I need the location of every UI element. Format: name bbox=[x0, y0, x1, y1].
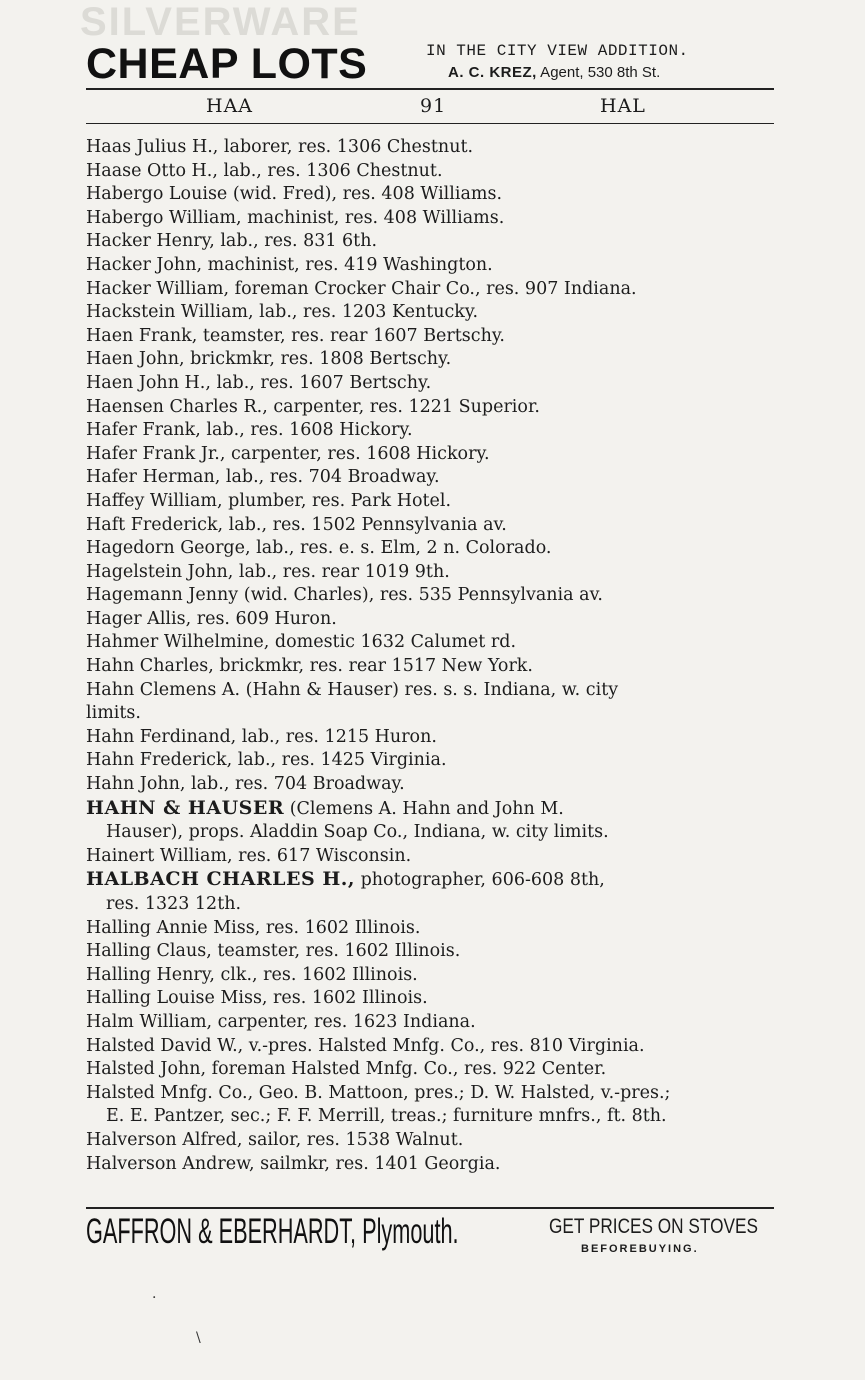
entry-text: Hackstein William, lab., res. 1203 Kentucky. bbox=[86, 302, 479, 323]
entry-text: Haen John H., lab., res. 1607 Bertschy. bbox=[86, 372, 432, 393]
ad-agent-address: Agent, 530 8th St. bbox=[536, 64, 661, 81]
directory-entry bbox=[86, 466, 776, 490]
entry-text: Haensen Charles R., carpenter, res. 1221 Superior. bbox=[86, 396, 540, 417]
entry-text: Halverson Andrew, sailmkr, res. 1401 Georgia. bbox=[86, 1153, 501, 1174]
entry-text: Haen John, brickmkr, res. 1808 Bertschy. bbox=[86, 349, 452, 370]
entry-text: Halverson Alfred, sailor, res. 1538 Walnut. bbox=[86, 1129, 464, 1150]
entry-text: Hacker William, foreman Crocker Chair Co., res. 907 Indiana. bbox=[86, 278, 637, 299]
entry-text: E. E. Pantzer, sec.; F. F. Merrill, treas.; furniture mnfrs., ft. 8th. bbox=[106, 1106, 667, 1127]
directory-entry bbox=[86, 372, 776, 396]
directory-entry bbox=[86, 136, 776, 160]
paper-speck: \ bbox=[196, 1330, 201, 1346]
directory-entry bbox=[86, 278, 776, 302]
directory-entry bbox=[86, 396, 776, 420]
entry-text: Hahmer Wilhelmine, domestic 1632 Calumet rd. bbox=[86, 632, 517, 653]
directory-entry bbox=[86, 561, 776, 585]
entry-text: Halm William, carpenter, res. 1623 Indiana. bbox=[86, 1011, 476, 1032]
ad-line-2 bbox=[448, 64, 660, 81]
entry-text: Hagelstein John, lab., res. rear 1019 9th. bbox=[86, 561, 450, 582]
directory-entry bbox=[86, 679, 776, 703]
directory-entry bbox=[86, 254, 776, 278]
running-head-left: HAA bbox=[206, 95, 254, 117]
directory-entry bbox=[86, 917, 776, 941]
entry-text: Hauser), props. Aladdin Soap Co., Indiana, w. city limits. bbox=[106, 822, 609, 843]
directory-entry bbox=[86, 608, 776, 632]
directory-entry bbox=[86, 537, 776, 561]
directory-entry bbox=[86, 940, 776, 964]
directory-entry bbox=[86, 230, 776, 254]
footer-ad-name: GAFFRON & EBERHARDT, Plymouth. bbox=[86, 1212, 459, 1251]
entry-bold-name: HAHN & HAUSER bbox=[86, 796, 285, 819]
footer-advertisement bbox=[86, 1212, 776, 1272]
entry-text: Haase Otto H., lab., res. 1306 Chestnut. bbox=[86, 160, 443, 181]
entry-text: Hacker Henry, lab., res. 831 6th. bbox=[86, 231, 378, 252]
directory-entry bbox=[86, 514, 776, 538]
ad-line-1: IN THE CITY VIEW ADDITION. bbox=[426, 42, 689, 60]
directory-entry bbox=[86, 419, 776, 443]
running-head-right: HAL bbox=[600, 95, 646, 117]
directory-entry bbox=[86, 1011, 776, 1035]
entry-text: Habergo Louise (wid. Fred), res. 408 Williams. bbox=[86, 184, 503, 205]
entry-text: Haft Frederick, lab., res. 1502 Pennsylvania av. bbox=[86, 514, 507, 535]
entry-text: Hahn Frederick, lab., res. 1425 Virginia. bbox=[86, 750, 447, 771]
entry-text: Hagedorn George, lab., res. e. s. Elm, 2 n. Colorado. bbox=[86, 538, 552, 559]
entry-text: Halsted Mnfg. Co., Geo. B. Mattoon, pres.; D. W. Halsted, v.-pres.; bbox=[86, 1082, 671, 1103]
header-advertisement bbox=[86, 38, 776, 88]
directory-entry bbox=[86, 1153, 776, 1177]
header-rule bbox=[86, 88, 774, 90]
entry-text: Halsted John, foreman Halsted Mnfg. Co., res. 922 Center. bbox=[86, 1059, 607, 1080]
directory-entry bbox=[86, 584, 776, 608]
directory-entry bbox=[86, 631, 776, 655]
directory-entry bbox=[86, 207, 776, 231]
directory-entry bbox=[86, 443, 776, 467]
directory-entry bbox=[86, 797, 776, 822]
entry-text: Hahn Charles, brickmkr, res. rear 1517 New York. bbox=[86, 656, 533, 677]
entry-text: Haen Frank, teamster, res. rear 1607 Bertschy. bbox=[86, 325, 505, 346]
entry-text: Hahn Ferdinand, lab., res. 1215 Huron. bbox=[86, 726, 437, 747]
directory-entry bbox=[86, 821, 776, 845]
directory-entry bbox=[86, 845, 776, 869]
directory-entry bbox=[86, 1058, 776, 1082]
directory-entries bbox=[86, 136, 776, 1176]
directory-entry bbox=[86, 490, 776, 514]
entry-text: Halling Claus, teamster, res. 1602 Illinois. bbox=[86, 941, 461, 962]
directory-entry bbox=[86, 964, 776, 988]
footer-rule bbox=[86, 1207, 774, 1209]
entry-text: Hafer Frank Jr., carpenter, res. 1608 Hickory. bbox=[86, 443, 490, 464]
directory-entry bbox=[86, 868, 776, 893]
entry-text: Habergo William, machinist, res. 408 Williams. bbox=[86, 207, 505, 228]
directory-entry bbox=[86, 749, 776, 773]
directory-entry bbox=[86, 987, 776, 1011]
directory-entry bbox=[86, 348, 776, 372]
entry-text: Hacker John, machinist, res. 419 Washington. bbox=[86, 254, 493, 275]
entry-text: Hager Allis, res. 609 Huron. bbox=[86, 608, 337, 629]
paper-speck: · bbox=[152, 1290, 157, 1306]
entry-text: Halling Annie Miss, res. 1602 Illinois. bbox=[86, 917, 421, 938]
bleed-through-text: SILVERWARE bbox=[80, 0, 361, 44]
directory-entry bbox=[86, 183, 776, 207]
ad-agent-name: A. C. KREZ, bbox=[448, 64, 537, 81]
entry-text: photographer, 606-608 8th, bbox=[355, 870, 605, 891]
entry-text: (Clemens A. Hahn and John M. bbox=[284, 798, 564, 819]
entry-text: Halling Henry, clk., res. 1602 Illinois. bbox=[86, 964, 418, 985]
footer-ad-line-2: BEFOREBUYING. bbox=[581, 1243, 699, 1255]
directory-entry bbox=[86, 726, 776, 750]
entry-text: Hahn Clemens A. (Hahn & Hauser) res. s. s. Indiana, w. city bbox=[86, 679, 619, 700]
entry-text: Hagemann Jenny (wid. Charles), res. 535 Pennsylvania av. bbox=[86, 585, 603, 606]
entry-bold-name: HALBACH CHARLES H., bbox=[86, 868, 356, 891]
entry-text: Halling Louise Miss, res. 1602 Illinois. bbox=[86, 988, 428, 1009]
directory-entry bbox=[86, 702, 776, 726]
directory-entry bbox=[86, 893, 776, 917]
entry-text: Hafer Frank, lab., res. 1608 Hickory. bbox=[86, 420, 413, 441]
directory-entry bbox=[86, 301, 776, 325]
directory-entry bbox=[86, 1035, 776, 1059]
directory-entry bbox=[86, 325, 776, 349]
page-number: 91 bbox=[420, 95, 447, 117]
directory-entry bbox=[86, 1129, 776, 1153]
directory-entry bbox=[86, 773, 776, 797]
footer-ad-line-1: GET PRICES ON STOVES bbox=[549, 1215, 758, 1238]
entry-text: Halsted David W., v.-pres. Halsted Mnfg. Co., res. 810 Virginia. bbox=[86, 1035, 645, 1056]
directory-entry bbox=[86, 160, 776, 184]
entry-text: Hafer Herman, lab., res. 704 Broadway. bbox=[86, 467, 440, 488]
directory-entry bbox=[86, 655, 776, 679]
running-head-rule bbox=[86, 123, 774, 124]
entry-text: limits. bbox=[86, 703, 141, 724]
entry-text: Haas Julius H., laborer, res. 1306 Chestnut. bbox=[86, 137, 474, 157]
entry-text: res. 1323 12th. bbox=[106, 894, 242, 914]
entry-text: Hainert William, res. 617 Wisconsin. bbox=[86, 845, 412, 866]
directory-entry bbox=[86, 1105, 776, 1129]
entry-text: Hahn John, lab., res. 704 Broadway. bbox=[86, 774, 405, 795]
ad-headline: CHEAP LOTS bbox=[86, 40, 368, 88]
entry-text: Haffey William, plumber, res. Park Hotel. bbox=[86, 490, 452, 511]
directory-entry bbox=[86, 1082, 776, 1106]
